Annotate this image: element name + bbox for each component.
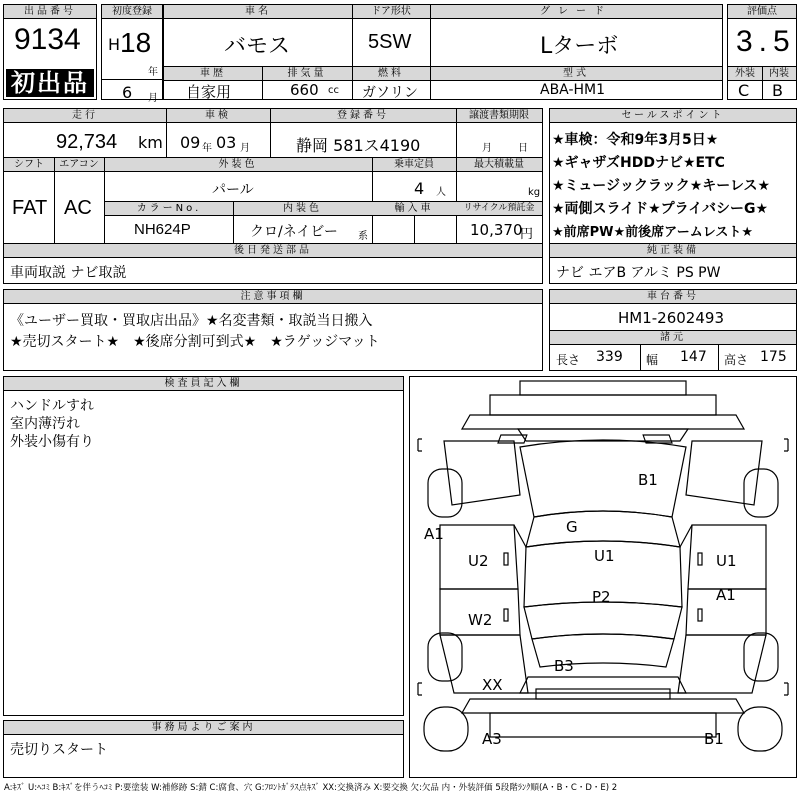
legend-text: A:ｷｽﾞ U:ﾍｺﾐ B:ｷｽﾞを伴うﾍｺﾐ P:要塗装 W:補修跡 S:錆 C:腐食、穴 G:ﾌﾛﾝﾄｶﾞﾗｽ点ｷｽﾞ XX:交換済み X:要交換 欠:欠品 内・外装評価 5段階ﾗﾝｸ順(A・B・C・D・E) 2 xyxy=(4,783,618,793)
damage-mark-b3: B3 xyxy=(554,657,574,675)
transfer-label: 譲渡書類期限 xyxy=(456,109,542,123)
int-color-label: 内装色 xyxy=(233,202,372,216)
later-parts-value: 車両取説 ナビ取説 xyxy=(10,265,127,281)
first-reg-label: 初度登録 xyxy=(102,5,162,19)
ext-score-value: C xyxy=(738,81,750,100)
score-value: 3.5 xyxy=(736,25,796,58)
first-reg-month: 6 xyxy=(122,83,133,102)
width-value: 147 xyxy=(680,349,707,365)
office-box xyxy=(3,720,404,778)
first-reg-era: H xyxy=(108,35,121,54)
first-reg-month-unit: 月 xyxy=(148,93,158,104)
height-value: 175 xyxy=(760,349,787,365)
spec-grid xyxy=(163,4,723,100)
width-label: 幅 xyxy=(646,353,659,367)
transfer-month-unit: 月 xyxy=(482,143,492,154)
displacement-label: 排気量 xyxy=(262,67,352,81)
grade-label: グレード xyxy=(430,5,722,19)
score-box xyxy=(727,4,797,100)
fuel-label: 燃料 xyxy=(352,67,430,81)
notes-line: ★売切スタート★ ★後席分割可到式★ ★ラゲッジマット xyxy=(10,334,380,350)
inspection-month: 03 xyxy=(216,133,237,152)
score-label: 評価点 xyxy=(728,5,796,19)
ext-color-label: 外装色 xyxy=(104,158,372,172)
first-reg-year: 18 xyxy=(120,27,152,58)
inspector-line: ハンドルすれ xyxy=(10,398,94,414)
lot-number: 9134 xyxy=(14,23,81,56)
max-load-label: 最大積載量 xyxy=(456,158,542,172)
damage-mark-u1-center: U1 xyxy=(594,547,615,565)
notes-box xyxy=(3,289,543,371)
lot-box xyxy=(3,4,97,100)
sales-point-line: ★両側スライド★プライバシーG★ xyxy=(552,201,769,217)
inspection-label: 車検 xyxy=(166,109,270,123)
history-label: 車歴 xyxy=(164,67,262,81)
notes-line: 《ユーザー買取・買取店出品》★名変書類・取説当日搬入 xyxy=(10,313,373,329)
inspector-line: 室内薄汚れ xyxy=(10,416,80,432)
model-value: ABA-HM1 xyxy=(540,82,606,98)
damage-mark-b1-bottom: B1 xyxy=(704,730,724,748)
dims-label: 諸元 xyxy=(550,331,796,345)
displacement-unit: cc xyxy=(328,85,339,96)
int-color-suffix: 系 xyxy=(358,231,368,242)
damage-mark-u1-right: U1 xyxy=(716,552,737,570)
capacity-label: 乗車定員 xyxy=(372,158,456,172)
recycle-value: 10,370 xyxy=(470,221,523,239)
car-outline-diagram xyxy=(410,377,796,777)
history-value: 自家用 xyxy=(186,83,232,101)
inspection-month-unit: 月 xyxy=(240,143,250,154)
inspection-year-unit: 年 xyxy=(202,143,212,154)
damage-mark-a1-left: A1 xyxy=(424,525,444,543)
first-listing-badge: 初出品 xyxy=(6,69,94,97)
import-label: 輸入車 xyxy=(372,202,456,216)
capacity-value: 4 xyxy=(414,179,425,198)
mileage-unit: km xyxy=(138,133,163,152)
int-score-label: 内装 xyxy=(762,67,796,81)
sales-point-line: ★ミュージックラック★キーレス★ xyxy=(552,178,771,194)
reg-no-label: 登録番号 xyxy=(270,109,456,123)
reg-no-value: 静岡 581ス4190 xyxy=(296,136,421,155)
door-value: 5SW xyxy=(368,31,412,53)
mileage-value: 92,734 xyxy=(56,131,118,153)
car-diagram xyxy=(409,376,797,778)
damage-mark-xx: XX xyxy=(482,676,503,694)
chassis-box xyxy=(549,289,797,371)
damage-mark-g: G xyxy=(566,518,578,536)
inspector-box xyxy=(3,376,404,716)
transfer-day-unit: 日 xyxy=(518,143,528,154)
sales-point-line: ★前席PW★前後席アームレスト★ xyxy=(552,225,754,240)
notes-label: 注意事項欄 xyxy=(4,290,542,304)
int-score-value: B xyxy=(772,81,783,100)
later-parts-label: 後日発送部品 xyxy=(4,244,542,258)
capacity-unit: 人 xyxy=(436,187,446,198)
inspector-label: 検査員記入欄 xyxy=(4,377,403,391)
ac-label: エアコン xyxy=(54,158,104,172)
color-no-label: カラーNo. xyxy=(105,202,233,216)
displacement-value: 660 xyxy=(290,81,319,99)
chassis-value: HM1-2602493 xyxy=(618,309,724,327)
sales-point-line: ★ギャザズHDDナビ★ETC xyxy=(552,155,725,171)
ac-value: AC xyxy=(64,197,92,219)
damage-mark-a1-right: A1 xyxy=(716,586,736,604)
damage-mark-w2: W2 xyxy=(468,611,493,629)
max-load-unit: kg xyxy=(528,187,541,198)
height-label: 高さ xyxy=(724,353,749,367)
length-label: 長さ xyxy=(556,353,581,367)
sales-point-line: ★車検：令和9年3月5日★ xyxy=(552,132,719,148)
inspector-line: 外装小傷有り xyxy=(10,434,94,450)
first-reg-year-unit: 年 xyxy=(148,67,158,78)
sales-points-box xyxy=(549,108,797,284)
shift-value: FAT xyxy=(12,197,48,219)
int-color-value: クロ/ネイビー xyxy=(250,224,338,240)
inspection-year: 09 xyxy=(180,133,201,152)
recycle-unit: 円 xyxy=(520,227,534,242)
length-value: 339 xyxy=(596,349,623,365)
door-label: ドア形状 xyxy=(352,5,430,19)
damage-mark-p2: P2 xyxy=(592,588,611,606)
damage-mark-b1-top: B1 xyxy=(638,471,658,489)
model-label: 型式 xyxy=(430,67,722,81)
car-name-label: 車名 xyxy=(164,5,352,19)
grade-value: Lターボ xyxy=(540,34,619,59)
recycle-label: リサイクル預託金 xyxy=(456,202,542,216)
office-value: 売切りスタート xyxy=(10,742,108,758)
genuine-value: ナビ エアB アルミ PS PW xyxy=(556,265,721,281)
detail-grid xyxy=(3,108,543,284)
sales-points-label: セールスポイント xyxy=(550,109,796,123)
genuine-label: 純正装備 xyxy=(550,244,796,258)
damage-mark-a3: A3 xyxy=(482,730,502,748)
office-label: 事務局よりご案内 xyxy=(4,721,403,735)
fuel-value: ガソリン xyxy=(362,85,418,101)
color-no-value: NH624P xyxy=(134,221,191,238)
mileage-label: 走行 xyxy=(4,109,166,123)
car-name-value: バモス xyxy=(224,34,291,59)
damage-mark-u2: U2 xyxy=(468,552,489,570)
shift-label: シフト xyxy=(4,158,54,172)
ext-score-label: 外装 xyxy=(728,67,762,81)
lot-label: 出品番号 xyxy=(4,5,96,19)
ext-color-value: パール xyxy=(212,182,254,198)
first-reg-box xyxy=(101,4,163,104)
chassis-label: 車台番号 xyxy=(550,290,796,304)
